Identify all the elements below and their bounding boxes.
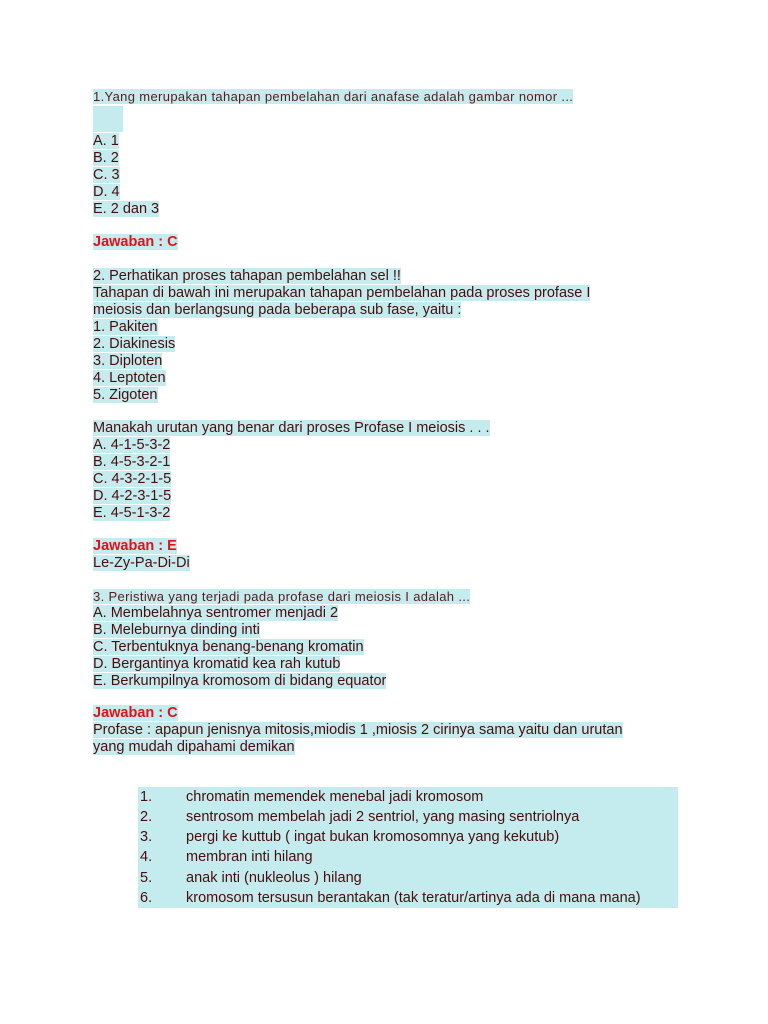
q2-text-line1: Tahapan di bawah ini merupakan tahapan pembelahan pada proses profase I <box>93 285 591 301</box>
q3-explanation-line1: Profase : apapun jenisnya mitosis,miodis 1 ,miosis 2 cirinya sama yaitu dan urutan <box>93 722 623 738</box>
q1-option-c: C. 3 <box>93 167 120 183</box>
step-number: 5. <box>140 870 153 886</box>
q2-answer: Jawaban : E <box>93 538 177 554</box>
step-text: sentrosom membelah jadi 2 sentriol, yang masing sentriolnya <box>186 809 580 825</box>
q3-option-e: E. Berkumpilnya kromosom di bidang equator <box>93 673 387 689</box>
q2-intro: 2. Perhatikan proses tahapan pembelahan sel !! <box>93 268 401 284</box>
q3-answer: Jawaban : C <box>93 705 178 721</box>
q2-item: 4. Leptoten <box>93 370 166 386</box>
q3-question: 3. Peristiwa yang terjadi pada profase dari meiosis I adalah ... <box>93 589 471 604</box>
step-number: 3. <box>140 829 153 845</box>
q3-option-a: A. Membelahnya sentromer menjadi 2 <box>93 605 339 621</box>
step-text: chromatin memendek menebal jadi kromosom <box>186 789 484 805</box>
q1-answer: Jawaban : C <box>93 234 178 250</box>
q2-option-b: B. 4-5-3-2-1 <box>93 454 171 470</box>
q1-option-d: D. 4 <box>93 184 120 200</box>
step-number: 6. <box>140 890 153 906</box>
step-number: 2. <box>140 809 153 825</box>
q2-text-line2: meiosis dan berlangsung pada beberapa sub fase, yaitu : <box>93 302 462 318</box>
q2-option-a: A. 4-1-5-3-2 <box>93 437 171 453</box>
q2-item: 2. Diakinesis <box>93 336 176 352</box>
q2-note: Le-Zy-Pa-Di-Di <box>93 555 190 571</box>
step-text: anak inti (nukleolus ) hilang <box>186 870 362 886</box>
q3-option-b: B. Meleburnya dinding inti <box>93 622 260 638</box>
q2-option-e: E. 4-5-1-3-2 <box>93 505 171 521</box>
q2-item: 3. Diploten <box>93 353 163 369</box>
q1-question: 1.Yang merupakan tahapan pembelahan dari anafase adalah gambar nomor ... <box>93 89 574 104</box>
q1-option-b: B. 2 <box>93 150 119 166</box>
q2-option-d: D. 4-2-3-1-5 <box>93 488 172 504</box>
highlight-spacer <box>93 106 123 132</box>
q2-question: Manakah urutan yang benar dari proses Profase I meiosis . . . <box>93 420 490 436</box>
q3-option-d: D. Bergantinya kromatid kea rah kutub <box>93 656 341 672</box>
q2-item: 1. Pakiten <box>93 319 158 335</box>
q2-item: 5. Zigoten <box>93 387 158 403</box>
step-text: pergi ke kuttub ( ingat bukan kromosomnya yang kekutub) <box>186 829 560 845</box>
step-number: 1. <box>140 789 153 805</box>
step-text: membran inti hilang <box>186 849 313 865</box>
q3-explanation-line2: yang mudah dipahami demikan <box>93 739 295 755</box>
q1-option-a: A. 1 <box>93 133 119 149</box>
q2-option-c: C. 4-3-2-1-5 <box>93 471 172 487</box>
step-number: 4. <box>140 849 153 865</box>
q3-option-c: C. Terbentuknya benang-benang kromatin <box>93 639 364 655</box>
step-text: kromosom tersusun berantakan (tak teratur/artinya ada di mana mana) <box>186 890 641 906</box>
q1-option-e: E. 2 dan 3 <box>93 201 160 217</box>
profase-steps-list <box>138 787 678 908</box>
